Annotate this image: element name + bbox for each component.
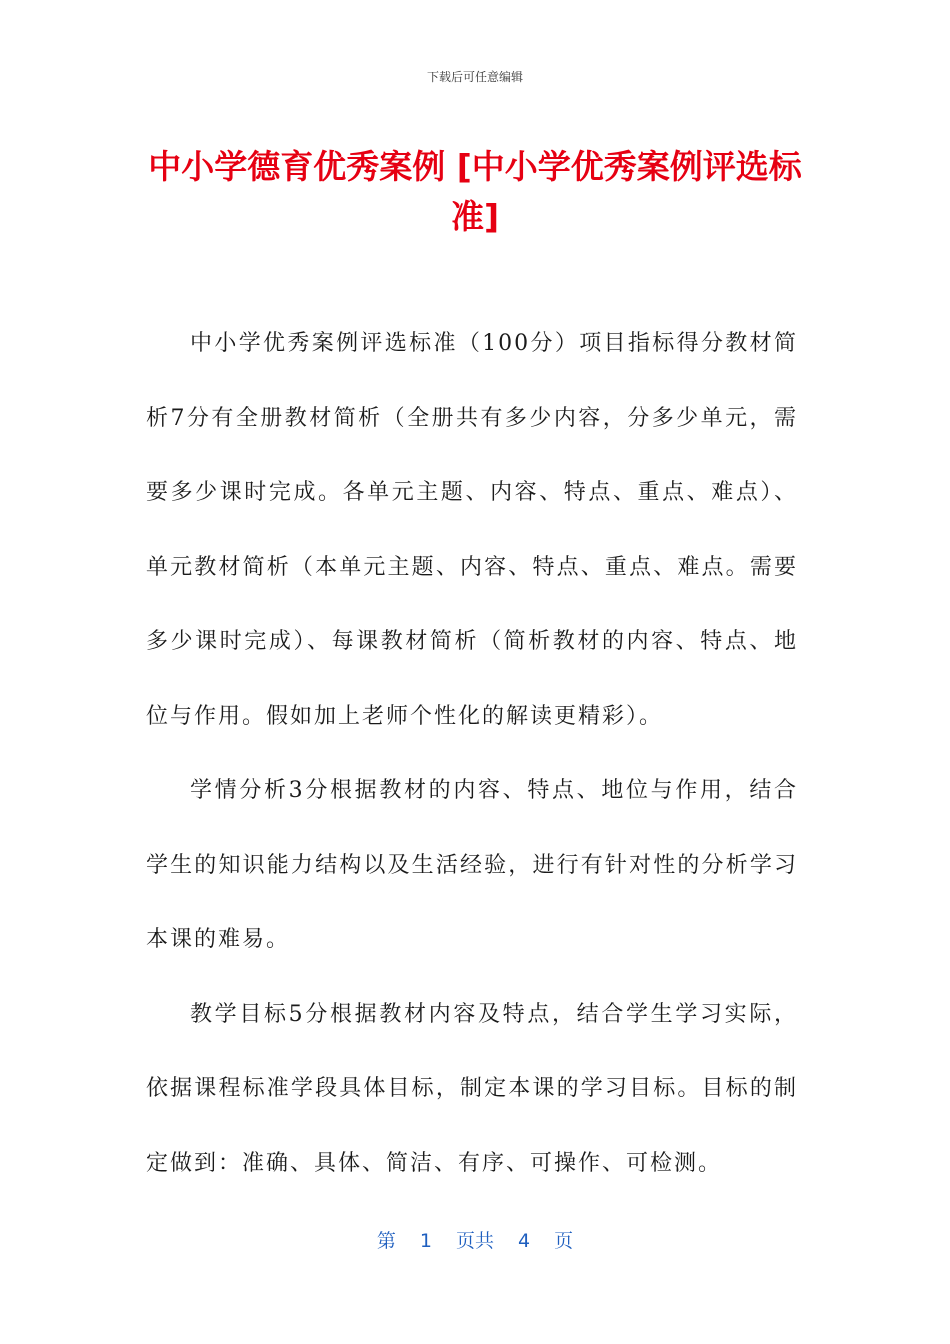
paragraph-1: 中小学优秀案例评选标准（100分）项目指标得分教材简析7分有全册教材简析（全册共有多少内容，分多少单元，需要多少课时完成。各单元主题、内容、特点、重点、难点）、单元教材简析（本单元主题、内容、特点、重点、难点。需要多少课时完成）、每课教材简析（简析教材的内容、特点、地位与作用。假如加上老师个性化的解读更精彩）。 — [146, 331, 798, 729]
paragraph-2: 学情分析3分根据教材的内容、特点、地位与作用，结合学生的知识能力结构以及生活经验，进行有针对性的分析学习本课的难易。 — [146, 778, 798, 952]
current-page-number: 1 — [419, 1230, 432, 1252]
document-title: 中小学德育优秀案例 [中小学优秀案例评选标准] — [148, 147, 802, 236]
total-pages-number: 4 — [518, 1230, 531, 1252]
page-suffix: 页 — [554, 1230, 574, 1252]
page-counter — [0, 1226, 950, 1253]
page-middle: 页共 — [455, 1230, 494, 1252]
paragraph-3: 教学目标5分根据教材内容及特点，结合学生学习实际，依据课程标准学段具体目标，制定本课的学习目标。目标的制定做到：准确、具体、简洁、有序、可操作、可检测。 — [146, 1001, 798, 1176]
document-body — [146, 307, 798, 1201]
page-prefix: 第 — [376, 1230, 396, 1252]
header-note: 下载后可任意编辑 — [426, 70, 523, 84]
